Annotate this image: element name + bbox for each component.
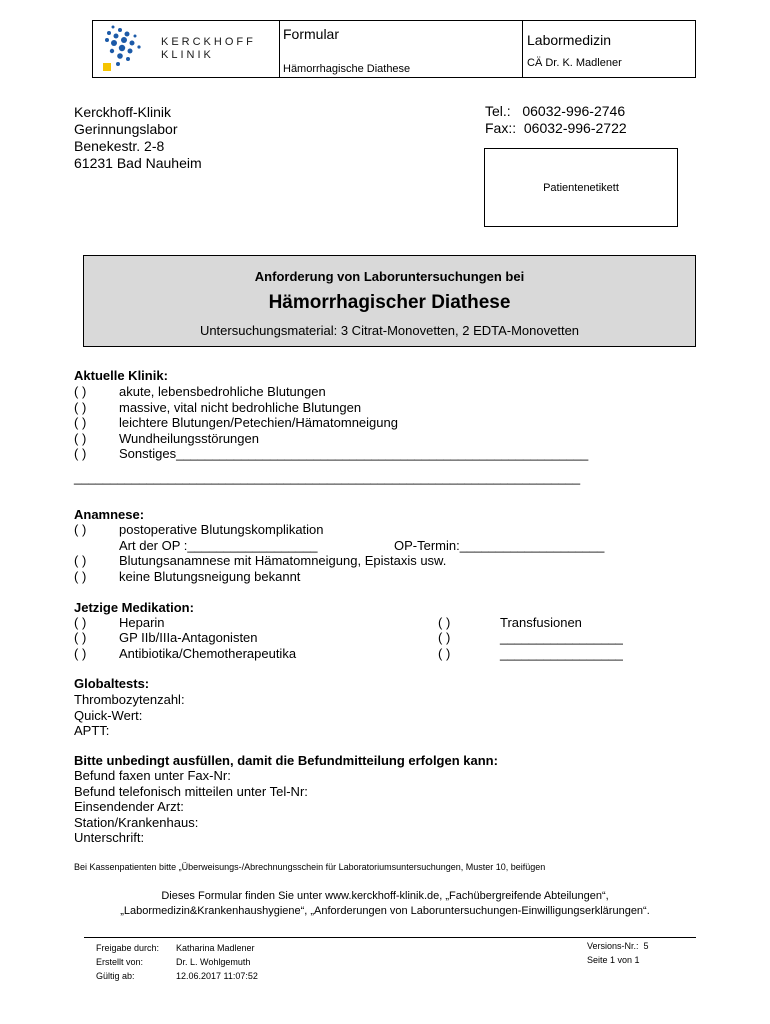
checkbox[interactable]: ( ) [438, 646, 451, 661]
address-line: 61231 Bad Nauheim [74, 155, 202, 171]
checkbox[interactable]: ( ) [74, 384, 87, 399]
footer-value: Dr. L. Wohlgemuth [176, 957, 251, 967]
op-date-field[interactable]: OP-Termin:____________________ [394, 538, 605, 553]
form-name: Hämorrhagische Diathese [283, 63, 411, 75]
checkbox[interactable]: ( ) [74, 446, 87, 461]
logo-text-klinik: KLINIK [161, 49, 214, 61]
section-heading-globaltests: Globaltests: [74, 676, 150, 691]
logo-cell [93, 21, 280, 77]
page-number: Seite 1 von 1 [587, 955, 640, 965]
med-other-field[interactable]: _________________ [500, 630, 623, 645]
logo-text-kerckhoff: KERCKHOFF [161, 36, 256, 48]
footer-values [176, 941, 258, 983]
globaltests-list [74, 692, 185, 739]
section-heading-befund: Bitte unbedingt ausfüllen, damit die Befundmitteilung erfolgen kann: [74, 753, 498, 768]
request-heading: Anforderung von Laboruntersuchungen bei [254, 269, 525, 284]
list-item[interactable]: Quick-Wert: [74, 707, 143, 723]
title-box [83, 255, 696, 347]
fax-number: Fax:: 06032-996-2722 [485, 120, 627, 136]
address-block [74, 104, 202, 172]
section-heading-anamnese: Anamnese: [74, 507, 145, 522]
list-item[interactable]: Unterschrift: [74, 830, 145, 845]
checkbox[interactable]: ( ) [438, 615, 451, 630]
insurance-note: Bei Kassenpatienten bitte „Überweisungs-/Abrechnungsschein für Laboratoriumsuntersuchungen, Muster 10, beifügen [74, 862, 546, 872]
op-type-field[interactable]: Art der OP :__________________ [119, 538, 318, 553]
footer-value: 12.06.2017 11:07:52 [176, 971, 258, 981]
footer-labels [96, 941, 159, 983]
chief-physician: CÄ Dr. K. Madlener [527, 57, 622, 69]
checkbox[interactable]: ( ) [438, 630, 451, 645]
klinik-list [74, 384, 589, 462]
befund-list [74, 768, 308, 846]
address-line: Benekestr. 2-8 [74, 138, 165, 154]
phone-number: Tel.: 06032-996-2746 [485, 103, 626, 119]
checkbox[interactable]: ( ) [74, 430, 87, 446]
form-title: Hämorrhagischer Diathese [268, 292, 511, 313]
footer-label: Erstellt von: [96, 957, 144, 967]
list-item[interactable]: APTT: [74, 723, 110, 738]
dept-name: Labormedizin [527, 32, 612, 48]
section-heading-klinik: Aktuelle Klinik: [74, 368, 168, 383]
footer-divider [84, 937, 696, 938]
list-item[interactable]: Station/Krankenhaus: [74, 814, 199, 830]
med-gp: GP IIb/IIIa-Antagonisten [119, 630, 258, 645]
list-item: ( ) Wundheilungsstörungen [74, 430, 259, 446]
list-item: ( ) leichtere Blutungen/Petechien/Hämatomneigung [74, 415, 398, 430]
list-item: ( ) Sonstiges_________________________________________________________ [74, 446, 589, 461]
list-item: ( ) massive, vital nicht bedrohliche Blutungen [74, 399, 362, 415]
online-note-line1: Dieses Formular finden Sie unter www.kerckhoff-klinik.de, „Fachübergreifende Abteilungen“, [161, 890, 609, 902]
anamnese-none: keine Blutungsneigung bekannt [119, 569, 301, 584]
checkbox[interactable]: ( ) [74, 553, 87, 568]
list-item: ( ) akute, lebensbedrohliche Blutungen [74, 384, 326, 399]
kerckhoff-logo-icon [99, 23, 159, 77]
section-heading-medikation: Jetzige Medikation: [74, 600, 194, 615]
anamnese-bleeding-history: Blutungsanamnese mit Hämatomneigung, Epistaxis usw. [119, 553, 447, 568]
footer-value: Katharina Madlener [176, 943, 255, 953]
header-table [92, 20, 696, 78]
online-note-line2: „Labormedizin&Krankenhaushygiene“, „Anforderungen von Laboruntersuchungen-Einwilligungserklärungen“. [120, 905, 650, 917]
med-transfusionen: Transfusionen [500, 615, 582, 630]
footer-label: Freigabe durch: [96, 943, 160, 953]
patient-label-box [484, 148, 678, 227]
version-number: Versions-Nr.: 5 [587, 941, 649, 951]
sample-material: Untersuchungsmaterial: 3 Citrat-Monovetten, 2 EDTA-Monovetten [199, 323, 580, 338]
checkbox[interactable]: ( ) [74, 399, 87, 415]
footer-label: Gültig ab: [96, 971, 135, 981]
list-item[interactable]: Einsendender Arzt: [74, 799, 184, 814]
list-item[interactable]: Befund telefonisch mitteilen unter Tel-Nr: [74, 783, 308, 799]
med-antibiotika: Antibiotika/Chemotherapeutika [119, 646, 297, 661]
med-other-field[interactable]: _________________ [500, 646, 623, 661]
patient-label-text: Patientenetikett [543, 182, 619, 194]
address-line: Kerckhoff-Klinik [74, 104, 172, 120]
form-cell [279, 21, 523, 77]
list-item[interactable]: Befund faxen unter Fax-Nr: [74, 768, 231, 783]
checkbox[interactable]: ( ) [74, 615, 87, 630]
checkbox[interactable]: ( ) [74, 415, 87, 430]
checkbox[interactable]: ( ) [74, 522, 87, 537]
checkbox[interactable]: ( ) [74, 569, 87, 584]
form-label: Formular [283, 26, 340, 42]
sonstiges-extra-line[interactable]: ______________________________________________________________________ [74, 470, 581, 485]
med-heparin: Heparin [119, 615, 165, 630]
dept-cell [522, 21, 696, 77]
checkbox[interactable]: ( ) [74, 646, 87, 661]
address-line: Gerinnungslabor [74, 121, 178, 137]
list-item[interactable]: Thrombozytenzahl: [74, 692, 185, 707]
anamnese-postop: postoperative Blutungskomplikation [119, 522, 324, 537]
checkbox[interactable]: ( ) [74, 630, 87, 645]
